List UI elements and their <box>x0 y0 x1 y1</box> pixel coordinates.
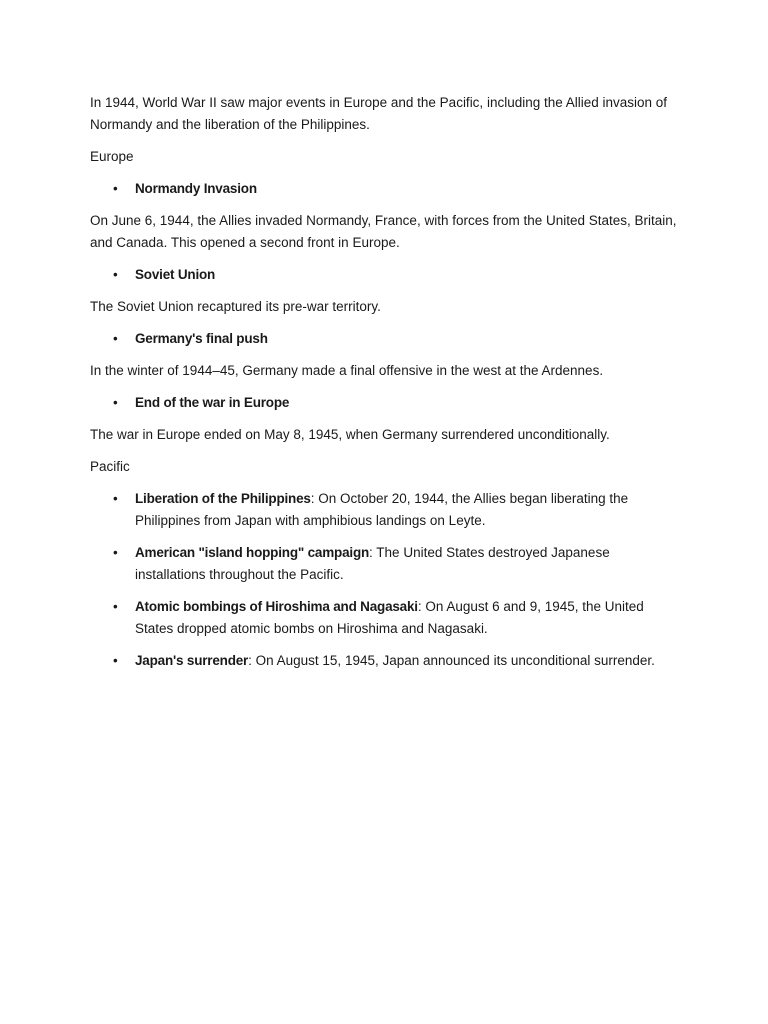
pacific-heading: Pacific <box>90 459 130 474</box>
europe-item-text: The Soviet Union recaptured its pre-war territory. <box>90 299 381 314</box>
europe-item-end <box>135 392 680 414</box>
europe-list-2 <box>90 264 680 286</box>
pacific-item-atomic-bombings <box>135 596 680 640</box>
europe-item-text: On June 6, 1944, the Allies invaded Normandy, France, with forces from the United States, Britain, and Canada. This opened a second front in Europe. <box>90 213 677 250</box>
pacific-item-text: : On October 20, 1944, the Allies began liberating the Philippines from Japan with amphibious landings on Leyte. <box>135 491 629 528</box>
pacific-item-title: Japan's surrender <box>135 653 249 668</box>
pacific-item-text: : On August 15, 1945, Japan announced its unconditional surrender. <box>248 653 655 668</box>
europe-item-text: In the winter of 1944–45, Germany made a final offensive in the west at the Ardennes. <box>90 363 604 378</box>
europe-item-title: Germany's final push <box>135 331 268 346</box>
europe-list-1 <box>90 178 680 200</box>
europe-list-3 <box>90 328 680 350</box>
europe-item-title: Normandy Invasion <box>135 181 257 196</box>
pacific-list <box>90 488 680 672</box>
europe-item-soviet <box>135 264 680 286</box>
document-page <box>90 92 680 682</box>
europe-item-germany <box>135 328 680 350</box>
pacific-item-philippines <box>135 488 680 532</box>
europe-item-title: Soviet Union <box>135 267 216 282</box>
pacific-item-text: : On August 6 and 9, 1945, the United States dropped atomic bombs on Hiroshima and Nagasaki. <box>135 599 644 636</box>
pacific-item-surrender <box>135 650 680 672</box>
europe-heading: Europe <box>90 149 134 164</box>
intro-paragraph: In 1944, World War II saw major events in Europe and the Pacific, including the Allied invasion of Normandy and the liberation of the Philippines. <box>90 95 668 132</box>
pacific-item-title: Liberation of the Philippines <box>135 491 311 506</box>
europe-item-normandy <box>135 178 680 200</box>
pacific-item-text: : The United States destroyed Japanese installations throughout the Pacific. <box>135 545 610 582</box>
europe-item-text: The war in Europe ended on May 8, 1945, when Germany surrendered unconditionally. <box>90 427 610 442</box>
pacific-item-title: American "island hopping" campaign <box>135 545 370 560</box>
pacific-item-island-hopping <box>135 542 680 586</box>
europe-item-title: End of the war in Europe <box>135 395 290 410</box>
pacific-item-title: Atomic bombings of Hiroshima and Nagasaki <box>135 599 418 614</box>
europe-list-4 <box>90 392 680 414</box>
